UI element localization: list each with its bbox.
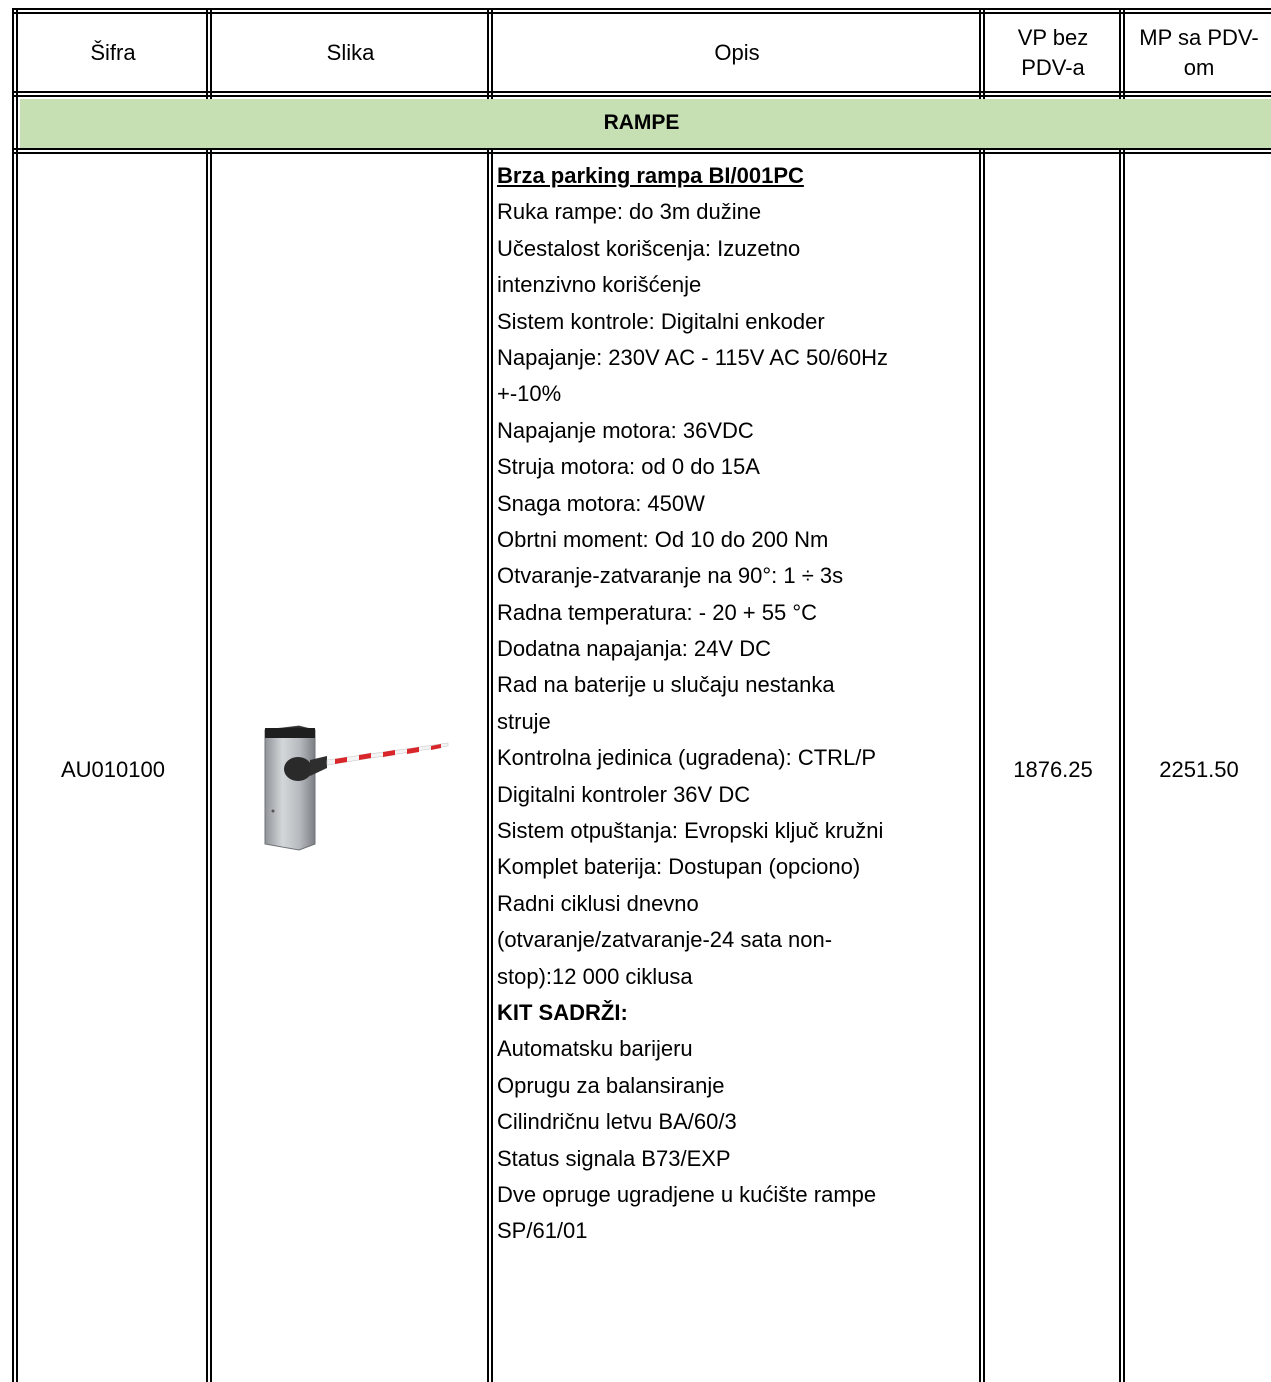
spec-line: (otvaranje/zatvaranje-24 sata non- (497, 927, 833, 953)
table-border-top (12, 8, 1271, 10)
column-border-desc-wholesale (979, 8, 981, 1382)
spec-line: Digitalni kontroler 36V DC (497, 781, 751, 807)
product-code: AU010100 (61, 757, 165, 782)
spec-line: Radni ciklusi dnevno (497, 890, 699, 916)
spec-line: Struja motora: od 0 do 15A (497, 454, 760, 480)
header-retail-line1: MP sa PDV- (1139, 24, 1259, 50)
spec-line: stop):12 000 ciklusa (497, 963, 693, 989)
header-description (495, 14, 979, 91)
kit-heading: KIT SADRŽI: (497, 999, 628, 1025)
header-row-divider (12, 91, 1271, 93)
header-description-label: Opis (714, 39, 760, 65)
spec-line: Sistem kontrole: Digitalni enkoder (497, 308, 825, 334)
header-wholesale-line2: PDV-a (1021, 54, 1085, 80)
spec-line: Napajanje motora: 36VDC (497, 417, 754, 443)
spec-line: Sistem otpuštanja: Evropski ključ kružni (497, 818, 884, 844)
header-wholesale-price (987, 14, 1119, 91)
spec-line: Dodatna napajanja: 24V DC (497, 636, 771, 662)
product-title: Brza parking rampa BI/001PC (497, 163, 804, 188)
kit-line: Dve opruge ugradjene u kućište rampe (497, 1181, 877, 1207)
header-retail-line2: om (1183, 54, 1215, 80)
spec-line: Obrtni moment: Od 10 do 200 Nm (497, 526, 829, 552)
spec-line: Otvaranje-zatvaranje na 90°: 1 ÷ 3s (497, 563, 844, 589)
kit-line: Automatsku barijeru (497, 1036, 693, 1062)
section-row-divider (12, 148, 1271, 150)
spec-line: +-10% (497, 381, 562, 407)
header-code (20, 14, 206, 91)
header-wholesale-line1: VP bez (1017, 24, 1089, 50)
section-label-wrapper (12, 97, 1271, 148)
header-code-label: Šifra (90, 39, 136, 65)
row-retail-price (1127, 740, 1271, 800)
kit-line: SP/61/01 (497, 1218, 588, 1244)
spec-line: Učestalost korišcenja: Izuzetno (497, 235, 801, 261)
spec-line: Snaga motora: 450W (497, 490, 705, 516)
row-code (20, 740, 206, 800)
product-image (255, 712, 455, 852)
kit-line: Oprugu za balansiranje (497, 1072, 725, 1098)
header-image-label: Slika (326, 39, 375, 65)
spec-line: Kontrolna jedinica (ugradena): CTRL/P (497, 745, 877, 771)
column-border-left (12, 8, 14, 1382)
spec-line: Komplet baterija: Dostupan (opciono) (497, 854, 861, 880)
barrier-gate-icon (255, 712, 455, 852)
spec-line: Rad na baterije u slučaju nestanka (497, 672, 835, 698)
spec-line: intenzivno korišćenje (497, 272, 702, 298)
row-wholesale-price (987, 740, 1119, 800)
spec-line: Radna temperatura: - 20 + 55 °C (497, 599, 818, 625)
product-description (497, 158, 977, 1250)
column-border-image-desc (487, 8, 489, 1382)
column-border-wholesale-retail (1119, 8, 1121, 1382)
header-retail-price (1127, 14, 1271, 91)
spec-line: struje (497, 708, 551, 734)
kit-line: Status signala B73/EXP (497, 1145, 731, 1171)
wholesale-price-value: 1876.25 (1013, 757, 1093, 782)
column-border-code-image (206, 8, 208, 1382)
section-label: RAMPE (603, 110, 680, 134)
kit-line: Cilindričnu letvu BA/60/3 (497, 1109, 737, 1135)
retail-price-value: 2251.50 (1159, 757, 1239, 782)
spec-line: Napajanje: 230V AC - 115V AC 50/60Hz (497, 344, 888, 370)
spec-line: Ruka rampe: do 3m dužine (497, 199, 762, 225)
header-image (214, 14, 487, 91)
